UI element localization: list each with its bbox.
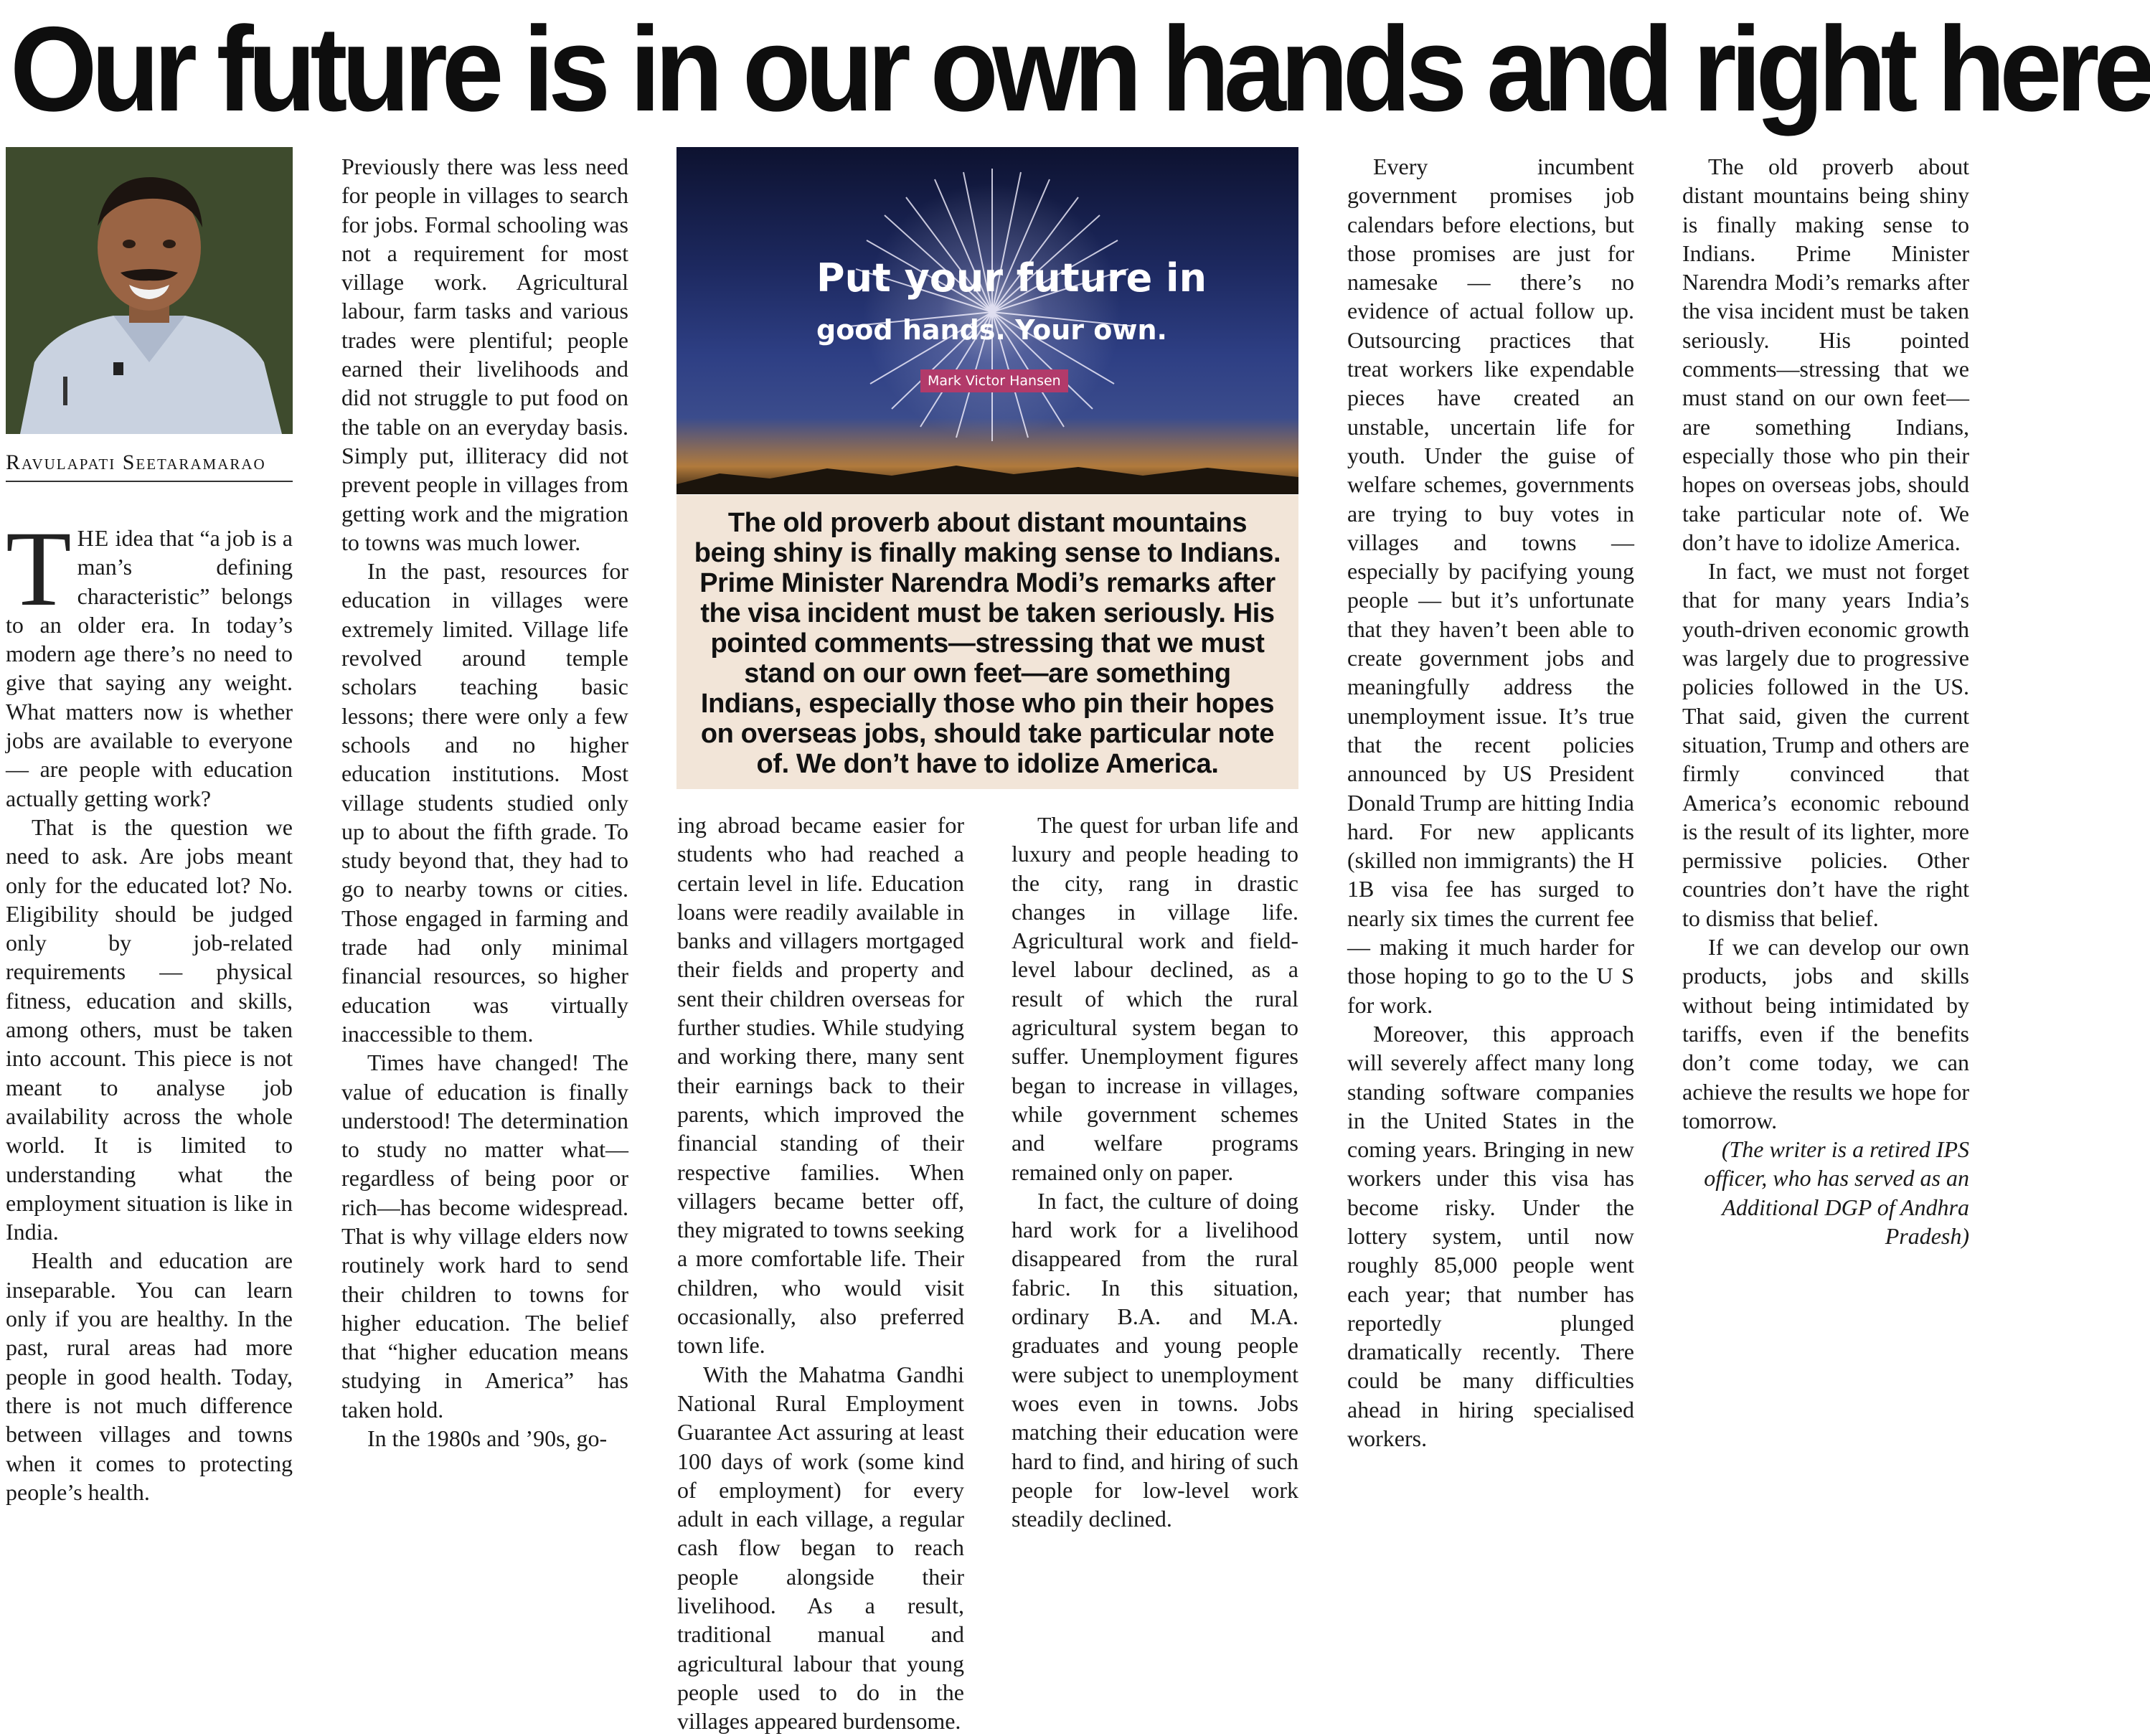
author-credit: (The writer is a retired IPS officer, who has served as an Additional DGP of Andhra Pradesh): [1704, 1136, 1969, 1249]
lead-caps: HE: [77, 525, 110, 551]
article-column-5: [1347, 152, 1634, 1529]
headline: Our future is in our own hands and right here: [10, 1, 2150, 136]
hero-image: [676, 147, 1298, 494]
hero-quote-line1: Put your future in: [816, 255, 1207, 301]
lead-text: idea that “a job is a man’s defining characteristic” belongs to an older era. In today’s modern age there’s no need to give that saying any weight. What matters now is whether jobs are available to everyone — are people with education actually getting work?: [6, 525, 293, 811]
article-paragraph: In the past, resources for education in villages were extremely limited. Village life revolved around temple scholars teaching basic lessons; there were only a few schools and no higher education institutions. Most village students studied only up to about the fifth grade. To study beyond that, they had to go to nearby towns or cities. Those engaged in farming and trade had only minimal financial resources, so higher education was virtually inaccessible to them.: [341, 558, 628, 1047]
article-column-6: [1682, 152, 1969, 1529]
hero-quote-line2: good hands. Your own.: [816, 314, 1167, 346]
author-byline: Ravulapati Seetaramarao: [6, 445, 293, 482]
article-column-3: [677, 811, 964, 1735]
article-paragraph: If we can develop our own products, jobs and skills without being intimidated by tariffs, even if the benefits don’t come today, we can achieve the results we hope for tomorrow.: [1682, 934, 1969, 1133]
article-paragraph: ing abroad became easier for students who had reached a certain level in life. Education loans were readily available in banks and villagers mortgaged their fields and property and sent their children overseas for further studies. While studying and working there, many sent their earnings back to their parents, which improved the financial standing of their respective families. When villagers became better off, they migrated to towns seeking a more comfortable life. Their children, who would visit occasionally, also preferred town life.: [677, 812, 964, 1359]
article-paragraph: In fact, we must not forget that for many years India’s youth-driven economic growth was largely due to progressive policies followed in the US. That said, given the current situation, Trump and others are firmly convinced that America’s economic rebound is the result of its lighter, more permissive policies. Other countries don’t have the right to dismiss that belief.: [1682, 558, 1969, 931]
article-paragraph: The quest for urban life and luxury and people heading to the city, rang in drastic changes in village life. Agricultural work and field-level labour declined, as a result of which the rural agricultural system began to suffer. Unemployment figures began to increase in villages, while government schemes and welfare programs remained only on paper.: [1012, 812, 1298, 1185]
article-paragraph: With the Mahatma Gandhi National Rural Employment Guarantee Act assuring at least 100 days of work (some kind of employment) for every adult in each village, a regular cash flow began to reach people alongside their livelihood. As a result, traditional manual and agricultural labour that young people used to do in the villages appeared burdensome.: [677, 1361, 964, 1735]
article-column-1: [6, 509, 293, 1528]
drop-cap: T: [6, 509, 72, 628]
article-paragraph: Health and education are inseparable. You can learn only if you are healthy. In the past, rural areas had more people in good health. Today, there is not much difference between villages and towns when it comes to protecting people’s health.: [6, 1247, 293, 1505]
author-photo: [6, 147, 293, 434]
article-paragraph: Times have changed! The value of education is finally understood! The determination to study no matter what—regardless of being poor or rich—has become widespread. That is why village elders now routinely work hard to send their children to towns for higher education. The belief that “higher education means studying in America” has taken hold.: [341, 1049, 628, 1423]
pull-quote: The old proverb about distant mountains being shiny is finally making sense to Indians. Prime Minister Narendra Modi’s remarks after the visa incident must be taken seriously. His pointed comments—stressing that we must stand on our own feet—are something Indians, especially those who pin their hopes on overseas jobs, should take particular note of. We don’t have to idolize America.: [676, 495, 1298, 789]
article-paragraph: In the 1980s and ’90s, go-: [367, 1425, 608, 1452]
author-portrait-illustration: [6, 147, 293, 434]
article-column-2: [341, 152, 628, 1529]
article-paragraph: Previously there was less need for people in villages to search for jobs. Formal schooling was not a requirement for most village work. Agricultural labour, farm tasks and various trades were plentiful; people earned their livelihoods and did not struggle to put food on the table on an everyday basis. Simply put, illiteracy did not prevent people in villages from getting work and the migration to towns was much lower.: [341, 154, 628, 555]
hero-quote-author: Mark Victor Hansen: [920, 369, 1068, 392]
article-paragraph: In fact, the culture of doing hard work for a livelihood disappeared from the rural fabric. In this situation, ordinary B.A. and M.A. graduates and young people were subject to unemployment woes even in towns. Jobs matching their education were hard to find, and hiring of such people for low-level work steadily declined.: [1012, 1187, 1298, 1532]
article-paragraph: That is the question we need to ask. Are jobs meant only for the educated lot? No. Eligibility should be judged only by job-related requirements — physical fitness, education and skills, among others, must be taken into account. This piece is not meant to analyse job availability across the whole world. It is limited to understanding what the employment situation is like in India.: [6, 813, 293, 1245]
article-paragraph: Moreover, this approach will severely affect many long standing software companies in the United States in the coming years. Bringing in new workers under this visa has become risky. Under the lottery system, until now roughly 85,000 people went each year; that number has reportedly plunged dramatically recently. There could be many difficulties ahead in hiring specialised workers.: [1347, 1020, 1634, 1452]
article-paragraph: Every incumbent government promises job calendars before elections, but those promises are just for namesake — there’s no evidence of actual follow up. Outsourcing practices that treat workers like expendable pieces have created an unstable, uncertain life for youth. Under the guise of welfare schemes, governments are trying to buy votes in villages and towns — especially by pacifying young people — but it’s unfortunate that they haven’t been able to create government jobs and meaningfully address the unemployment issue. It’s true that the recent policies announced by US President Donald Trump are hitting India hard. For new applicants (skilled non immigrants) the H 1B visa fee has surged to nearly six times the current fee — making it much harder for those hoping to go to the U S for work.: [1347, 154, 1634, 1018]
article-column-4: [1012, 811, 1298, 1532]
article-paragraph: [6, 509, 293, 813]
article-paragraph: The old proverb about distant mountains being shiny is finally making sense to Indians. Prime Minister Narendra Modi’s remarks after the visa incident must be taken seriously. His pointed comments—stressing that we must stand on our own feet—are something Indians, especially those who pin their hopes on overseas jobs, should take particular note of. We don’t have to idolize America.: [1682, 154, 1969, 555]
